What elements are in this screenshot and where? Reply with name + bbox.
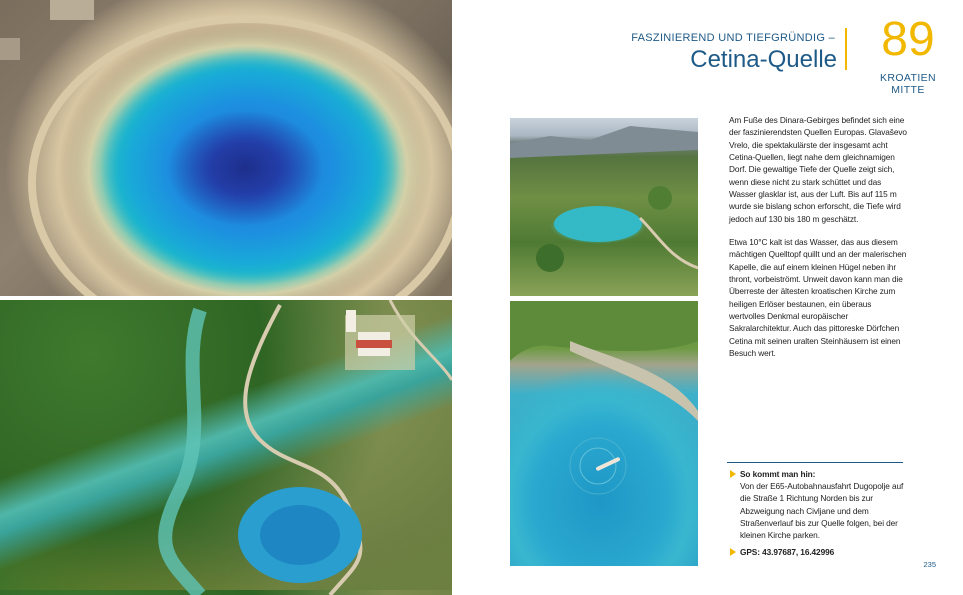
body-paragraph-1: Am Fuße des Dinara-Gebirges befindet sich eine der faszinierendsten Quellen Europas. Glavaševo Vrelo, die spektakulärste der insgesamt acht Cetina-Quellen, liegt nahe dem gleichnamigen Dorf. Die gewaltige Tiefe der Quelle zeigt sich, wenn diese nicht zu stark schüttet und das Wasser glasklar ist, aus der Luft. Bis auf 115 m wurde sie bislang schon erforscht, die Tiefe wird jedoch auf 130 bis 180 m geschätzt. [729,115,907,224]
body-paragraph-2: Etwa 10°C kalt ist das Wasser, das aus diesem mächtigen Quelltopf quillt und an der malerischen Kapelle, die auf einem kleinen Hügel neben ihr thront, vorbeiströmt. Unweit davon kann man die Überreste der ältesten kroatischen Kirche zum heiligen Erlöser bestaunen, ein überaus wertvolles Denkmal europäischer Sakralarchitektur. Auch das pittoreske Dörfchen Cetina mit seinen uralten Steinhäusern ist einen Besuch wert. [729,237,907,359]
river-aerial-photo [0,300,452,595]
swimmer-detail [510,301,698,566]
arrow-icon [729,470,737,478]
gps-coordinates: GPS: 43.97687, 16.42996 [740,547,835,557]
swimmer-photo [510,301,698,566]
directions-heading: So kommt man hin: [740,469,816,479]
valley-detail [510,118,698,296]
valley-photo [510,118,698,296]
stone-ruin-left [0,38,20,60]
spring-aerial-photo [0,0,452,296]
info-divider [727,462,903,463]
page-title: Cetina-Quelle [690,46,837,73]
entry-number: 89 [881,13,935,66]
bell-tower [346,310,356,332]
header-divider [845,28,847,70]
arrow-icon [729,548,737,556]
page-number: 235 [923,560,936,569]
region-label-1: KROATIEN [879,72,937,84]
directions-text: Von der E65-Autobahnausfahrt Dugopolje auf die Straße 1 Richtung Norden bis zur Abzweigung nach Civljane und dem Straßenverlauf bis zur Quelle folgen, bei der kleinen Kirche parken. [740,481,904,541]
region-label-2: MITTE [891,84,925,96]
kicker-text: FASZINIEREND UND TIEFGRÜNDIG – [631,32,835,44]
stone-ruin [50,0,94,20]
dirt-road-ring [28,15,452,296]
church-roof [356,340,392,348]
